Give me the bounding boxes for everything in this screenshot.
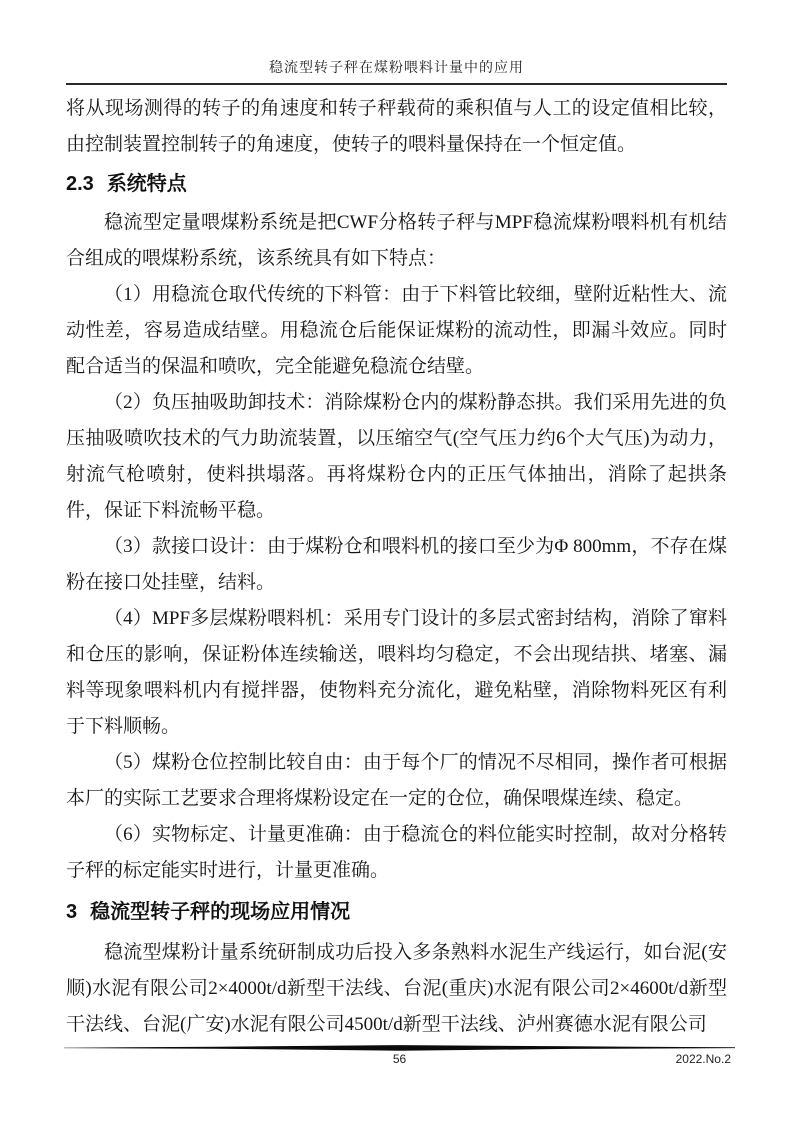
paragraph-continuation: 将从现场测得的转子的角速度和转子秤载荷的乘积值与人工的设定值相比较，由控制装置控制转子的角速度，使转子的喂料量保持在一个恒定值。 <box>66 98 727 155</box>
section-title: 系统特点 <box>106 173 187 195</box>
running-title: 稳流型转子秤在煤粉喂料计量中的应用 <box>269 61 524 76</box>
section-title: 稳流型转子秤的现场应用情况 <box>90 901 351 923</box>
list-item-3: （3）款接口设计：由于煤粉仓和喂料机的接口至少为Φ 800mm，不存在煤粉在接口处挂壁，结料。 <box>66 536 727 593</box>
footer-row <box>64 1052 735 1070</box>
list-item-6: （6）实物标定、计量更准确：由于稳流仓的料位能实时控制，故对分格转子秤的标定能实时进行，计量更准确。 <box>66 824 727 881</box>
page-header <box>66 0 727 85</box>
section-number: 2.3 <box>66 173 94 195</box>
footer-rule <box>64 1044 735 1052</box>
list-item-4: （4）MPF多层煤粉喂料机：采用专门设计的多层式密封结构，消除了窜料和仓压的影响，保证粉体连续输送，喂料均匀稳定，不会出现结拱、堵塞、漏料等现象喂料机内有搅拌器，使物料充分流化，避免粘壁，消除物料死区有利于下料顺畅。 <box>66 608 727 737</box>
page-number: 56 <box>392 1052 407 1066</box>
section-heading-2-3 <box>66 164 727 204</box>
section-heading-3 <box>66 890 727 934</box>
section-number: 3 <box>66 901 78 923</box>
issue-label: 2022.No.2 <box>675 1052 731 1066</box>
list-item-1: （1）用稳流仓取代传统的下料管：由于下料管比较细，壁附近粘性大、流动性差，容易造成结壁。用稳流仓后能保证煤粉的流动性，即漏斗效应。同时配合适当的保温和喷吹，完全能避免稳流仓结壁。 <box>66 284 727 377</box>
page-footer <box>64 1044 735 1070</box>
list-item-5: （5）煤粉仓位控制比较自由：由于每个厂的情况不尽相同，操作者可根据本厂的实际工艺要求合理将煤粉设定在一定的仓位，确保喂煤连续、稳定。 <box>66 752 727 809</box>
page-body <box>66 91 727 1043</box>
paragraph-lead: 稳流型定量喂煤粉系统是把CWF分格转子秤与MPF稳流煤粉喂料机有机结合组成的喂煤粉系统，该系统具有如下特点： <box>66 212 727 269</box>
paragraph-applications: 稳流型煤粉计量系统研制成功后投入多条熟料水泥生产线运行，如台泥(安顺)水泥有限公司2×4000t/d新型干法线、台泥(重庆)水泥有限公司2×4600t/d新型干法线、台泥(广安)水泥有限公司4500t/d新型干法线、泸州赛德水泥有限公司 <box>66 942 727 1035</box>
list-item-2: （2）负压抽吸助卸技术：消除煤粉仓内的煤粉静态拱。我们采用先进的负压抽吸喷吹技术的气力助流装置，以压缩空气(空气压力约6个大气压)为动力，射流气枪喷射，使料拱塌落。再将煤粉仓内的正压气体抽出，消除了起拱条件，保证下料流畅平稳。 <box>66 392 727 521</box>
